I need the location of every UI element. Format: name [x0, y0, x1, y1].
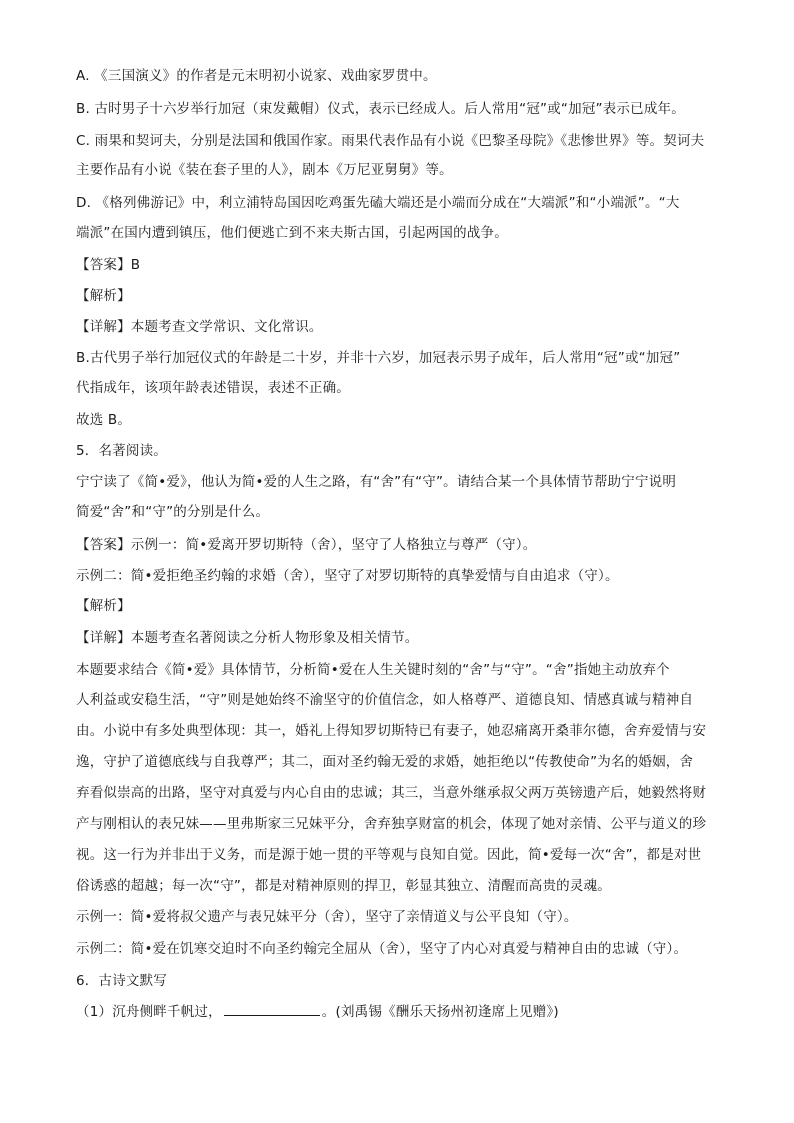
q5-para-line3: 由。小说中有多处典型体现：其一，婚礼上得知罗切斯特已有妻子，她忍痛离开桑菲尔德，舍弃爱情与安: [76, 723, 707, 739]
option-a: A. 《三国演义》的作者是元末明初小说家、戏曲家罗贯中。: [76, 68, 437, 84]
q6-item1-after: 。(刘禹锡《酬乐天扬州初逢席上见赠》): [321, 1004, 559, 1020]
q5-stem-line2: 简爱“舍”和“守”的分别是什么。: [76, 504, 270, 520]
answer-blank[interactable]: [224, 1003, 320, 1016]
q6-item1-before: （1）沉舟侧畔千帆过，: [76, 1004, 222, 1020]
q4-answer: 【答案】B: [76, 257, 141, 273]
q5-stem-line1: 宁宁读了《简•爱》，他认为简•爱的人生之路，有“舍”有“守”。请结合某一个具体情节帮助宁宁说明: [76, 474, 677, 490]
q5-example2: 示例二：简•爱在饥寒交迫时不向圣约翰完全屈从（舍），坚守了内心对真爱与精神自由的忠诚（守）。: [76, 941, 688, 957]
q5-answer-line1: 【答案】示例一：简•爱离开罗切斯特（舍），坚守了人格独立与尊严（守）。: [76, 537, 537, 553]
q6-title: 6．古诗文默写: [76, 973, 167, 989]
option-c-line2: 主要作品有小说《装在套子里的人》，剧本《万尼亚舅舅》等。: [76, 162, 453, 178]
q4-analysis-label: 【解析】: [76, 288, 131, 304]
q4-choice: 故选 B。: [76, 412, 132, 428]
q5-detail: 【详解】本题考查名著阅读之分析人物形象及相关情节。: [76, 630, 419, 646]
q5-para-line8: 俗诱惑的超越；每一次“守”，都是对精神原则的捍卫，彰显其独立、清醒而高贵的灵魂。: [76, 878, 611, 894]
q5-para-line1: 本题要求结合《简•爱》具体情节，分析简•爱在人生关键时刻的“舍”与“守”。“舍”指她主动放弃个: [76, 662, 670, 678]
q4-explain-line2: 代指成年，该项年龄表述错误，表述不正确。: [76, 380, 350, 396]
q5-para-line7: 视。这一行为并非出于义务，而是源于她一贯的平等观与良知自觉。因此，简•爱每一次“舍”，都是对世: [76, 847, 702, 863]
q4-detail: 【详解】本题考查文学常识、文化常识。: [76, 319, 323, 335]
option-d-line2: 端派”在国内遭到镇压，他们便逃亡到不来夫斯古国，引起两国的战争。: [76, 225, 508, 241]
option-b: B. 古时男子十六岁举行加冠（束发戴帽）仪式，表示已经成人。后人常用“冠”或“加冠”表示已成年。: [76, 101, 685, 117]
q5-para-line5: 弃看似崇高的出路，坚守对真爱与内心自由的忠诚；其三，当意外继承叔父两万英镑遗产后，她毅然将财: [76, 785, 707, 801]
q5-analysis-label: 【解析】: [76, 598, 131, 614]
option-d-line1: D. 《格列佛游记》中，利立浦特岛国因吃鸡蛋先磕大端还是小端而分成在“大端派”和“小端派”。“大: [76, 195, 680, 211]
q5-para-line4: 逸，守护了道德底线与自我尊严；其二，面对圣约翰无爱的求婚，她拒绝以“传教使命”为名的婚姻，舍: [76, 754, 694, 770]
q5-answer-line2: 示例二：简•爱拒绝圣约翰的求婚（舍），坚守了对罗切斯特的真挚爱情与自由追求（守）。: [76, 568, 619, 584]
option-c-line1: C. 雨果和契诃夫，分别是法国和俄国作家。雨果代表作品有小说《巴黎圣母院》《悲惨世界》等。契诃夫: [76, 133, 705, 149]
q6-item1: [76, 1002, 726, 1022]
q5-example1: 示例一：简•爱将叔父遗产与表兄妹平分（舍），坚守了亲情道义与公平良知（守）。: [76, 909, 578, 925]
q4-explain-line1: B.古代男子举行加冠仪式的年龄是二十岁，并非十六岁，加冠表示男子成年，后人常用“冠”或“加冠”: [76, 350, 681, 366]
q5-para-line6: 产与刚相认的表兄妹——里弗斯家三兄妹平分，舍弃独享财富的机会，体现了她对亲情、公平与道义的珍: [76, 816, 707, 832]
q5-title: 5．名著阅读。: [76, 443, 167, 459]
q5-para-line2: 人利益或安稳生活，“守”则是她始终不渝坚守的价值信念，如人格尊严、道德良知、情感真诚与精神自: [76, 692, 694, 708]
